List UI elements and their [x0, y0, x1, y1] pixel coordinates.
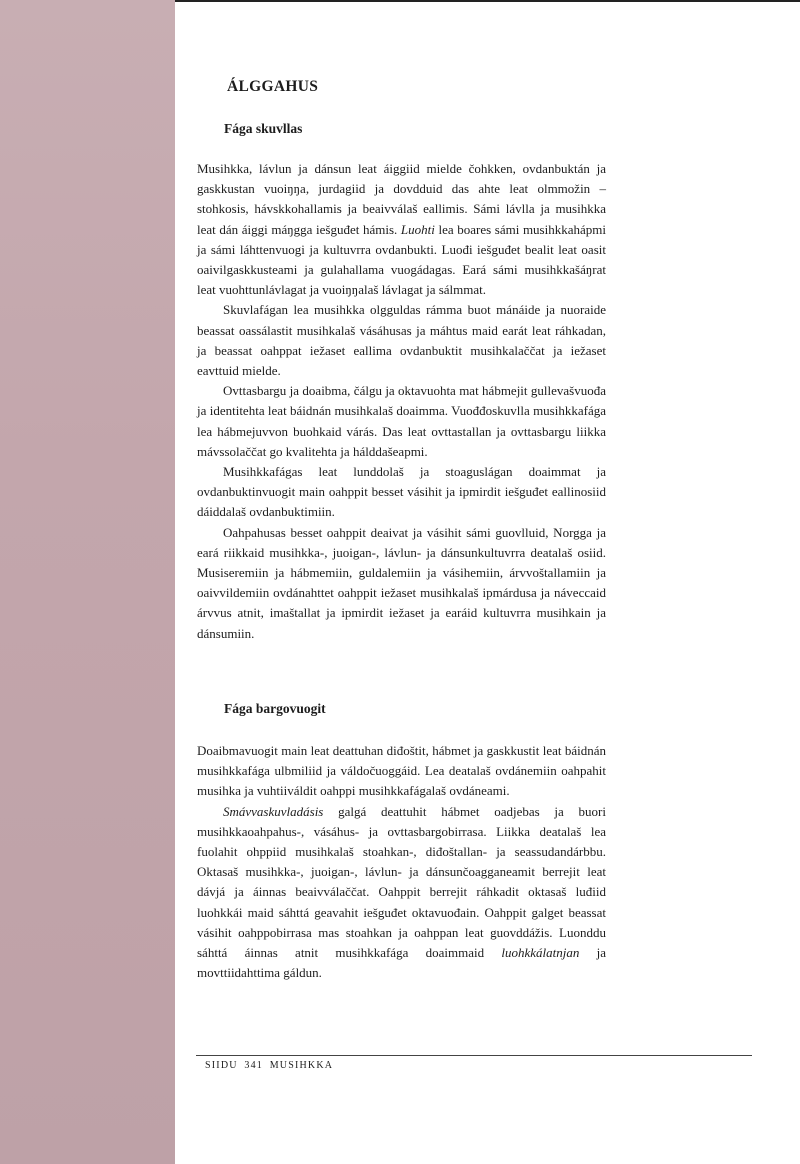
- top-edge-line: [175, 0, 800, 2]
- paragraph: Oahpahusas besset oahppit deaivat ja vásihit sámi guovlluid, Norgga ja eará riikkaid musihkka-, juoigan-, lávlun- ja dánsunkultuvrra deatalaš osiid. Musiseremiin ja hábmemiin, guldalemiin ja vásihemiin, árvvoštallamiin ja oaivvildemiin ovdánahttet oahppit iežaset musihkalaš ipmárdusa ja náveccaid árvvus atnit, imaštallat ja ipmirdit iežaset ja earáid kultuvrra musihkain ja dánsumiin.: [197, 524, 606, 641]
- section-title-faga-bargovuogit: Fága bargovuogit: [224, 701, 326, 716]
- paragraph: Smávvaskuvladásis galgá deattuhit hábmet oadjebas ja buori musihkkaoahpahus-, vásáhus- ja ovttasbargobirrasa. Liikka deatalaš lea fuolahit ohppiid musihkalaš stoahkan-, diđoštallan- ja seassudandárbbu. Oktasaš musihkka-, juoigan-, lávlun- ja dánsunčoagganeamit berrejit leat dávjá ja áinnas beaivválaččat. Oahppit berrejit ráhkadit oktasaš luđiid luohkkái maid sáhttá geavahit iešguđet oktavuođain. Oahppit galget beassat vásihit oahppobirrasa mas stoahkan ja oahppan leat guovddážis. Luonddu sáhttá áinnas atnit musihkkafága doaimmaid luohkkálatnjan ja movttiidahttima gáldun.: [197, 803, 606, 981]
- page-footer: [205, 1060, 333, 1071]
- paragraph: Ovttasbargu ja doaibma, čálgu ja oktavuohta mat hábmejit gullevašvuođa ja identitehta leat báidnán musihkalaš doaimma. Vuođđoskuvlla musihkkafága lea hábmejuvvon buohkaid várás. Das leat ovttastallan ja ovttasbargu liikka mávssolaččat go kvalitehta ja hálddašeapmi.: [197, 383, 606, 459]
- section-title-faga-skuvllas: Fága skuvllas: [224, 121, 303, 136]
- section-body-faga-skuvllas: [197, 159, 606, 644]
- emphasis-luohti: Luohti: [400, 221, 435, 237]
- section-body-faga-bargovuogit: [197, 741, 606, 983]
- emphasis-luohkkalatnjan: luohkkálatnjan: [501, 945, 580, 961]
- footer-subject: MUSIHKKA: [269, 1060, 334, 1071]
- left-color-band: [0, 0, 175, 1164]
- paragraph: Doaibmavuogit main leat deattuhan diđoštit, hábmet ja gaskkustit leat báidnán musihkkafága ulbmiliid ja váldočuoggáid. Lea deatalaš ovdánemiin oahpahit musihka ja vuhtiiváldit oahppi musihkkafágalaš ovdáneami.: [197, 743, 606, 799]
- paragraph: Skuvlafágan lea musihkka olgguldas rámma buot mánáide ja nuoraide beassat oassálastit musihkalaš vásáhusas ja máhtus maid earát leat ráhkadan, ja beassat oahppat iežaset eallima ovdanbuktit musihkalaččat ja iežaset eavttuid mielde.: [197, 302, 606, 379]
- paragraph: Musihkkafágas leat lunddolaš ja stoaguslágan doaimmat ja ovdanbuktinvuogit main oahppit besset vásihit ja ipmirdit iešguđet eallinosiid dáiddalaš ovdanbuktimiin.: [197, 464, 606, 520]
- page-heading: ÁLGGAHUS: [227, 78, 319, 95]
- page-number: 341: [244, 1060, 263, 1071]
- footer-rule: [196, 1055, 752, 1056]
- paragraph: Musihkka, lávlun ja dánsun leat áiggiid mielde čohkken, ovdanbuktán ja gaskkustan vuoiŋŋa, jurdagiid ja dovdduid das ahte leat olmmožin – stohkosis, hávskkohallamis ja beaivválaš eallimis. Sámi lávlla ja musihkka leat dán áiggi máŋgga iešguđet hámis. Luohti lea boares sámi musihkkahápmi ja sámi láhttenvuogi ja kultuvrra ovdanbukti. Luođi iešguđet bealit leat oasit oaivilgaskkusteami ja gulahallama vuogádagas. Eará sámi musihkkašáŋrat leat vuohttunlávlagat ja vuoiŋŋalaš lávlagat ja sálmmat.: [197, 161, 606, 298]
- emphasis-smavvaskuvladasis: Smávvaskuvladásis: [223, 803, 324, 819]
- footer-label: SIIDU: [205, 1060, 238, 1071]
